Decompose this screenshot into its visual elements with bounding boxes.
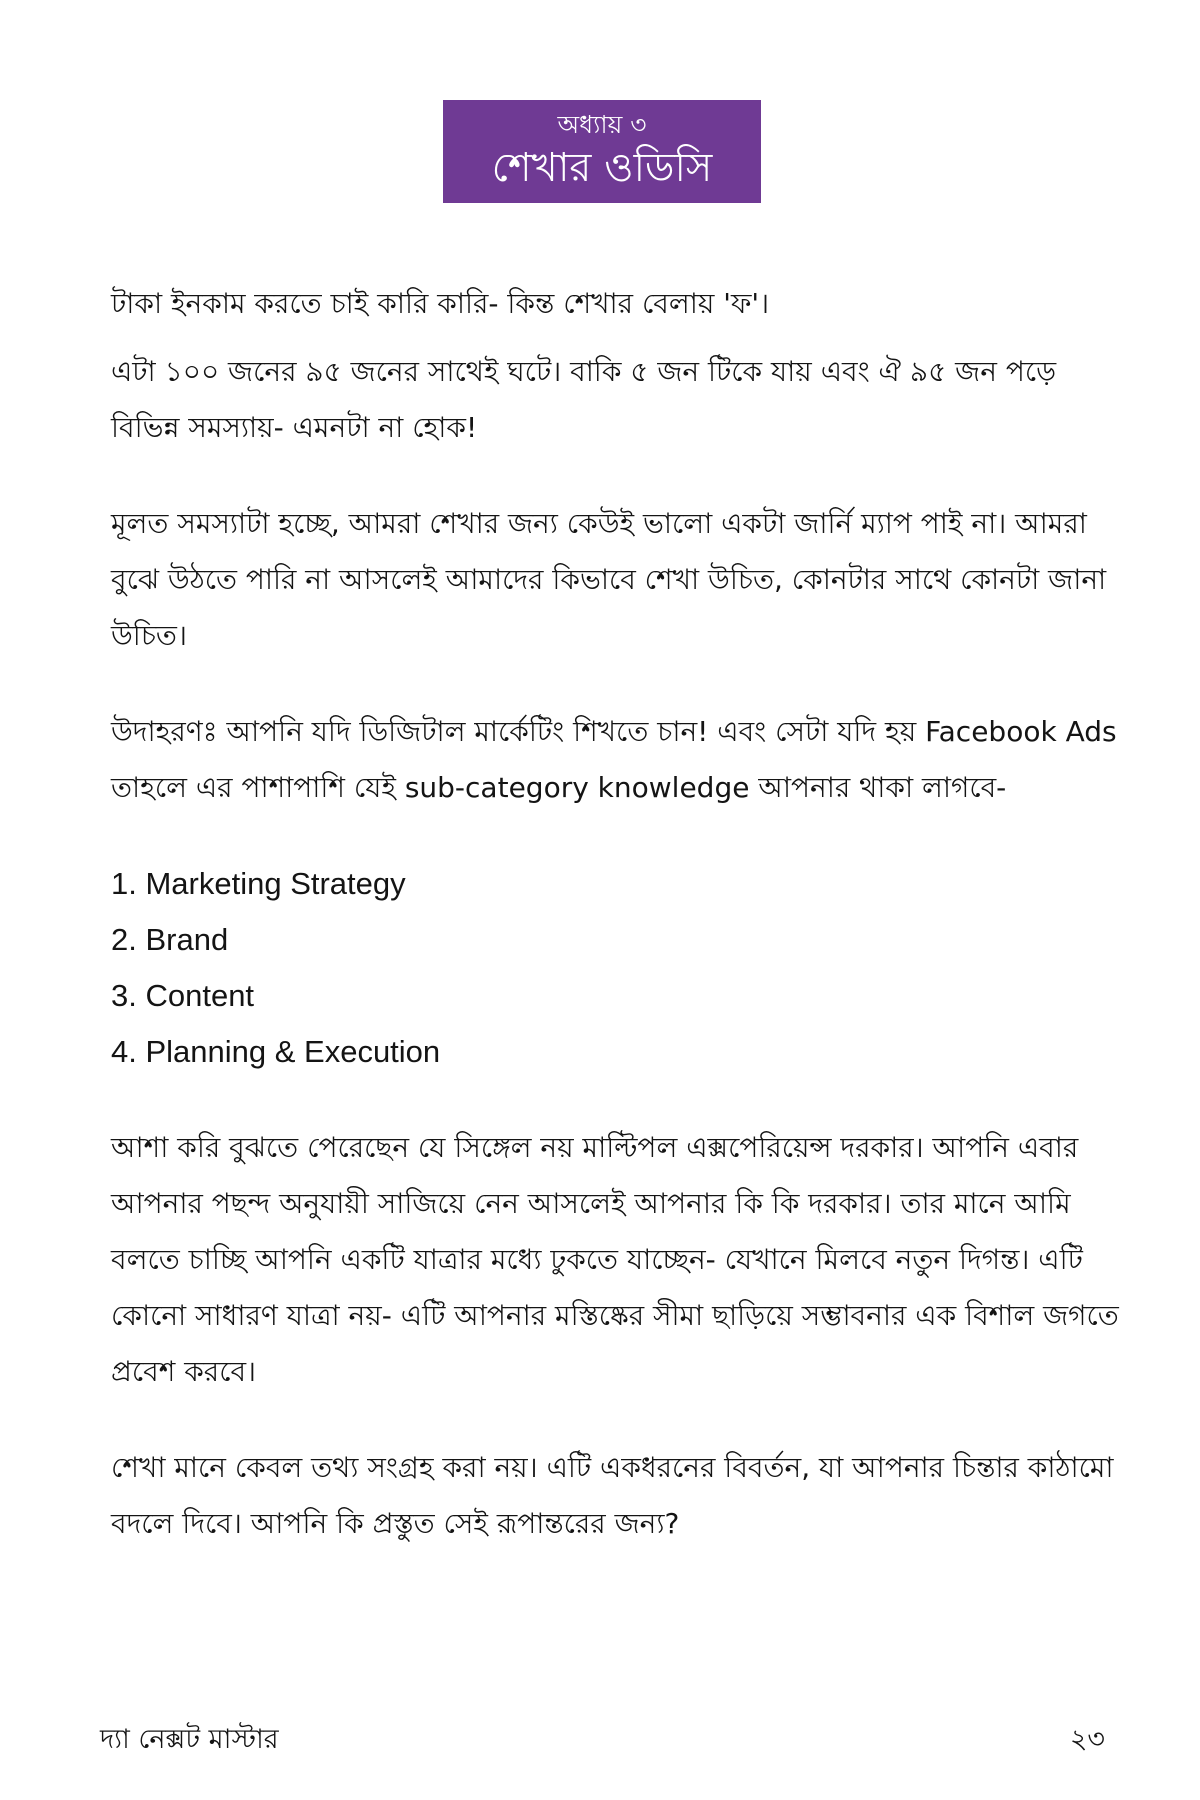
paragraph-statistic: এটা ১০০ জনের ৯৫ জনের সাথেই ঘটে। বাকি ৫ জন টিকে যায় এবং ঐ ৯৫ জন পড়ে বিভিন্ন সমস্যায়- এমনটা না হোক! xyxy=(111,355,1057,444)
chapter-header xyxy=(443,100,761,203)
paragraph-intro: টাকা ইনকাম করতে চাই কারি কারি- কিন্ত শেখার বেলায় 'ফ'। xyxy=(111,287,770,320)
list-item: 3. Content xyxy=(111,978,255,1013)
paragraph-journey: আশা করি বুঝতে পেরেছেন যে সিঙ্গেল নয় মাল্টিপল এক্সপেরিয়েন্স দরকার। আপনি এবার আপনার পছন্দ অনুযায়ী সাজিয়ে নেন আসলেই আপনার কি কি দরকার। তার মানে আমি বলতে চাচ্ছি আপনি একটি যাত্রার মধ্যে ঢুকতে যাচ্ছেন- যেখানে মিলবে নতুন দিগন্ত। এটি কোনো সাধারণ যাত্রা নয়- এটি আপনার মস্তিষ্কের সীমা ছাড়িয়ে সম্ভাবনার এক বিশাল জগতে প্রবেশ করবে। xyxy=(111,1131,1119,1388)
list-item: 1. Marketing Strategy xyxy=(111,866,406,901)
chapter-title: শেখার ওডিসি xyxy=(491,145,713,191)
chapter-body xyxy=(111,276,1121,1552)
paragraph-problem: মূলত সমস্যাটা হচ্ছে, আমরা শেখার জন্য কেউই ভালো একটা জার্নি ম্যাপ পাই না। আমরা বুঝে উঠতে পারি না আসলেই আমাদের কিভাবে শেখা উচিত, কোনটার সাথে কোনটা জানা উচিত। xyxy=(111,507,1107,652)
page-number: ২৩ xyxy=(1069,1724,1105,1755)
list-item: 4. Planning & Execution xyxy=(111,1034,441,1069)
footer-book-title: দ্যা নেক্সট মাস্টার xyxy=(100,1724,279,1755)
list-item: 2. Brand xyxy=(111,922,229,957)
paragraph-example: উদাহরণঃ আপনি যদি ডিজিটাল মার্কেটিং শিখতে চান! এবং সেটা যদি হয় Facebook Ads তাহলে এর পাশাপাশি যেই sub-category knowledge আপনার থাকা লাগবে- xyxy=(111,715,1117,804)
chapter-number: অধ্যায় ৩ xyxy=(557,110,647,139)
paragraph-conclusion: শেখা মানে কেবল তথ্য সংগ্রহ করা নয়। এটি একধরনের বিবর্তন, যা আপনার চিন্তার কাঠামো বদলে দিবে। আপনি কি প্রস্তুত সেই রূপান্তরের জন্য? xyxy=(111,1451,1114,1540)
knowledge-list xyxy=(111,856,1121,1080)
